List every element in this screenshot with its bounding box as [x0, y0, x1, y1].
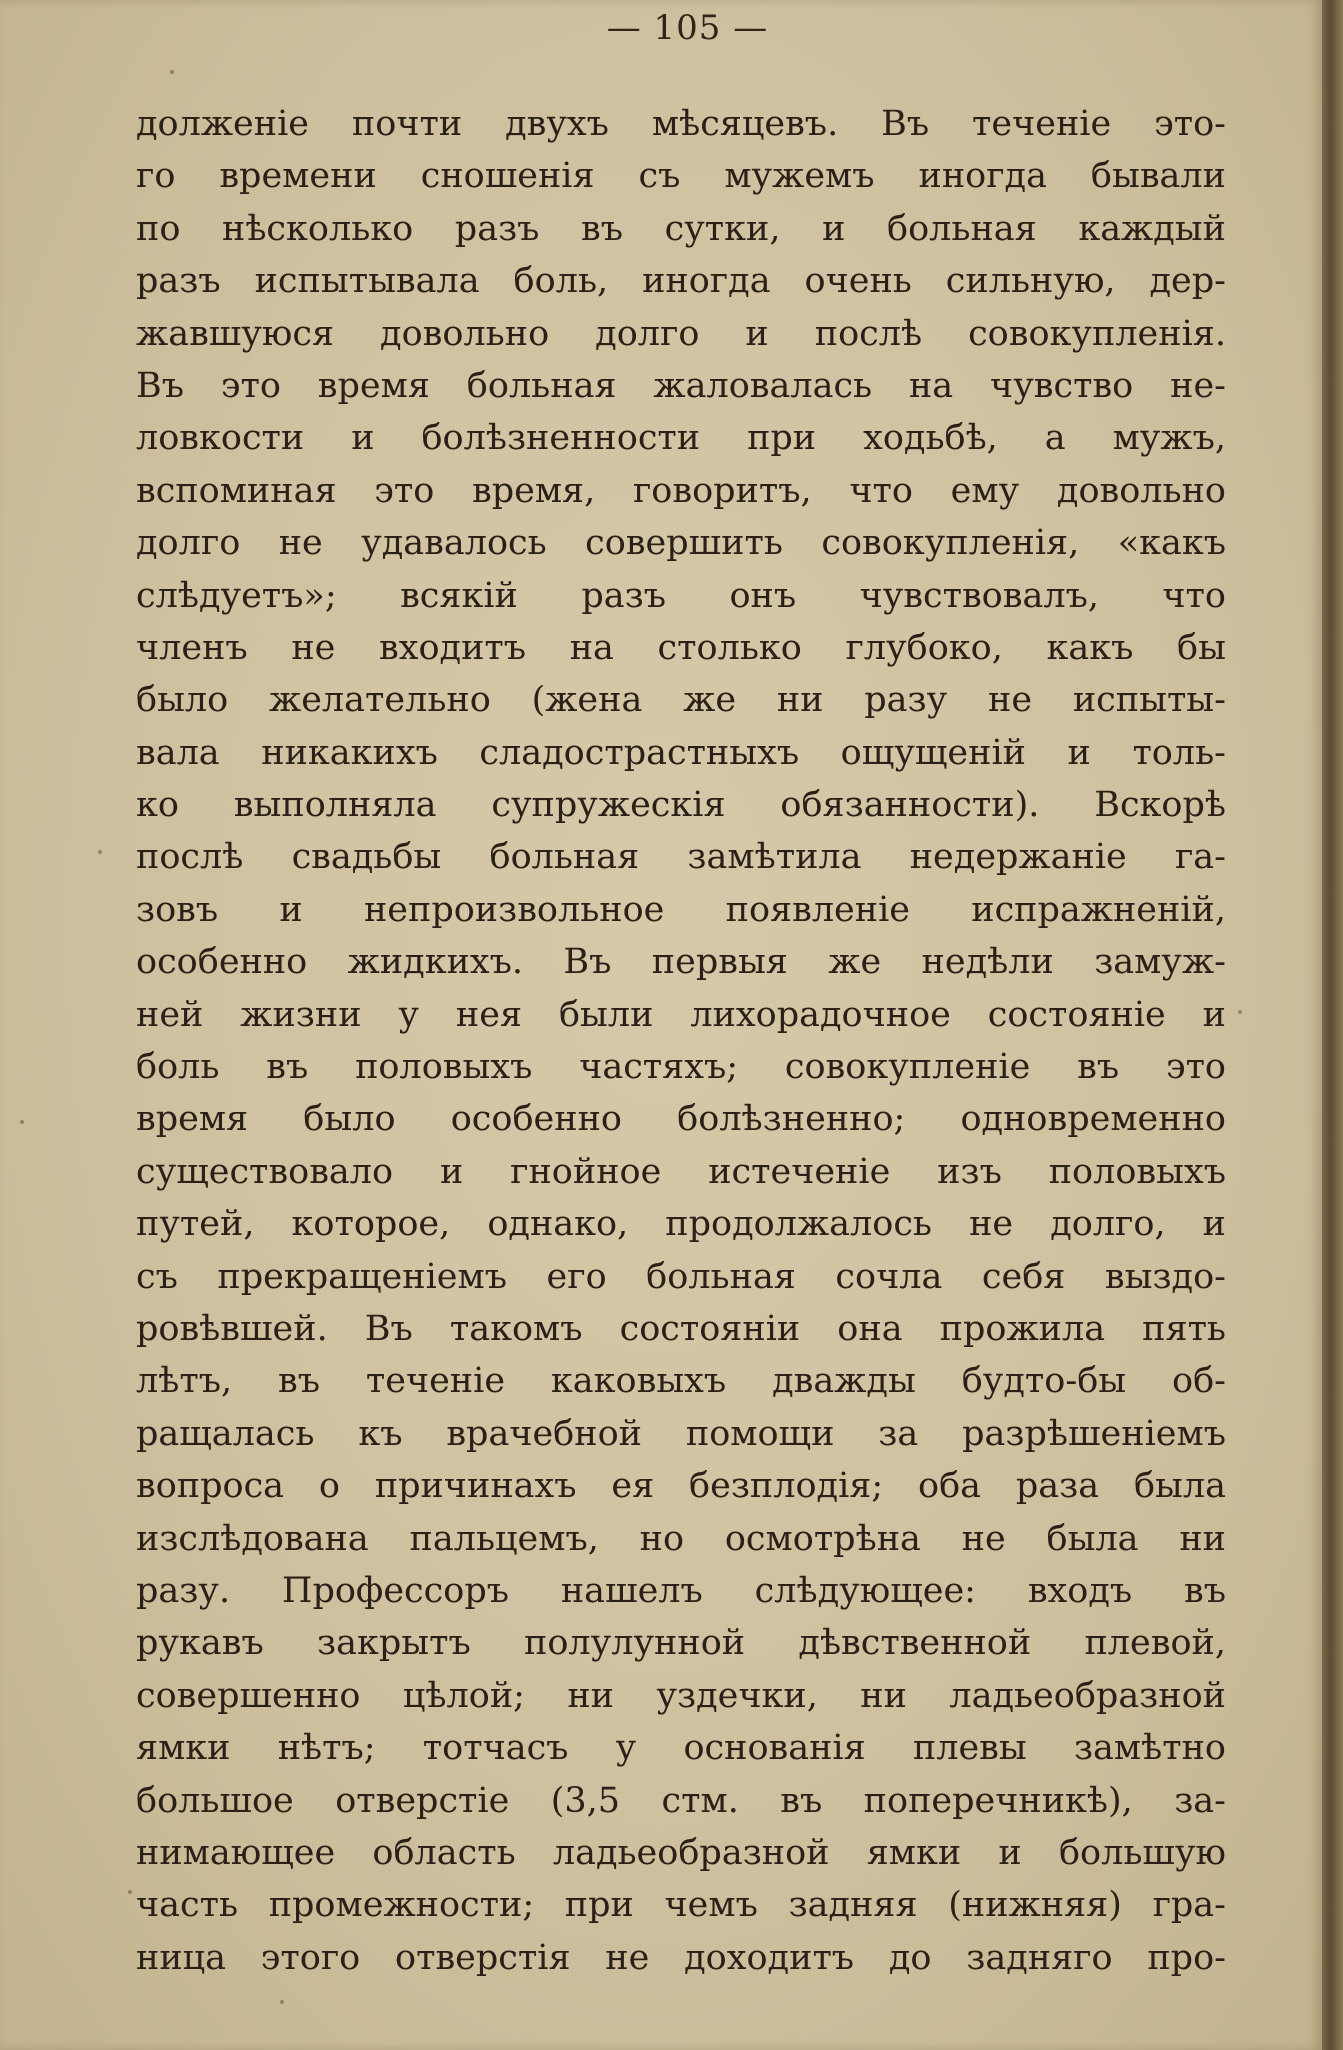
text-line: ловкости и болѣзненности при ходьбѣ, а мужъ,	[136, 418, 1226, 459]
text-line: лѣтъ, въ теченіе каковыхъ дважды будто-бы об-	[136, 1361, 1226, 1402]
text-line: ница этого отверстія не доходитъ до задняго про-	[136, 1937, 1226, 1978]
paper-speck	[1238, 1010, 1242, 1014]
text-line: путей, которое, однако, продолжалось не долго, и	[136, 1204, 1226, 1245]
text-line: съ прекращеніемъ его больная сочла себя выздо-	[136, 1256, 1226, 1297]
text-line: долженіе почти двухъ мѣсяцевъ. Въ теченіе это-	[136, 104, 1226, 144]
text-line: изслѣдована пальцемъ, но осмотрѣна не была ни	[136, 1518, 1226, 1559]
text-line: ней жизни у нея были лихорадочное состояніе и	[136, 994, 1226, 1035]
page-number: — 105 —	[606, 8, 769, 48]
text-line: ращалась къ врачебной помощи за разрѣшеніемъ	[136, 1413, 1226, 1454]
text-line: разу. Профессоръ нашелъ слѣдующее: входъ въ	[136, 1570, 1226, 1611]
text-line: ямки нѣтъ; тотчасъ у основанія плевы замѣтно	[136, 1728, 1226, 1769]
paper-speck	[20, 1120, 24, 1124]
text-line: ко выполняла супружескія обязанности). Вскорѣ	[136, 785, 1226, 826]
text-line: зовъ и непроизвольное появленіе испражненій,	[136, 889, 1226, 930]
text-line: вспоминая это время, говоритъ, что ему довольно	[136, 470, 1226, 511]
text-line: го времени сношенія съ мужемъ иногда бывали	[136, 156, 1226, 197]
text-line: рукавъ закрытъ полулунной дѣвственной плевой,	[136, 1623, 1226, 1664]
paper-speck	[280, 2000, 284, 2004]
paper-speck	[98, 850, 102, 854]
text-line: Въ это время больная жаловалась на чувство не-	[136, 365, 1226, 406]
text-line: совершенно цѣлой; ни уздечки, ни ладьеобразной	[136, 1675, 1226, 1716]
text-line: вала никакихъ сладострастныхъ ощущеній и толь-	[136, 732, 1226, 773]
page-edge	[1322, 0, 1343, 2050]
text-line: боль въ половыхъ частяхъ; совокупленіе въ это	[136, 1047, 1226, 1088]
text-line: большое отверстіе (3,5 стм. въ поперечникѣ), за-	[136, 1780, 1226, 1821]
text-line: особенно жидкихъ. Въ первыя же недѣли замуж-	[136, 942, 1226, 983]
text-line: жавшуюся довольно долго и послѣ совокупленія.	[136, 313, 1226, 354]
text-line: разъ испытывала боль, иногда очень сильную, дер-	[136, 261, 1226, 302]
text-line: существовало и гнойное истеченіе изъ половыхъ	[136, 1151, 1226, 1192]
text-line: время было особенно болѣзненно; одновременно	[136, 1099, 1226, 1140]
text-line: членъ не входитъ на столько глубоко, какъ бы	[136, 627, 1226, 668]
paper-speck	[128, 1890, 132, 1894]
body-text	[136, 98, 1226, 1984]
text-line: послѣ свадьбы больная замѣтила недержаніе га-	[136, 837, 1226, 878]
text-line: по нѣсколько разъ въ сутки, и больная каждый	[136, 208, 1226, 249]
paper-speck	[170, 70, 174, 74]
text-line: слѣдуетъ»; всякій разъ онъ чувствовалъ, что	[136, 575, 1226, 616]
text-line: часть промежности; при чемъ задняя (нижняя) гра-	[136, 1885, 1226, 1926]
text-line: нимающее область ладьеобразной ямки и большую	[136, 1832, 1226, 1873]
text-line: было желательно (жена же ни разу не испыты-	[136, 680, 1226, 721]
text-line: вопроса о причинахъ ея безплодія; оба раза была	[136, 1466, 1226, 1507]
text-line: ровѣвшей. Въ такомъ состояніи она прожила пять	[136, 1308, 1226, 1349]
text-line: долго не удавалось совершить совокупленія, «какъ	[136, 523, 1226, 564]
